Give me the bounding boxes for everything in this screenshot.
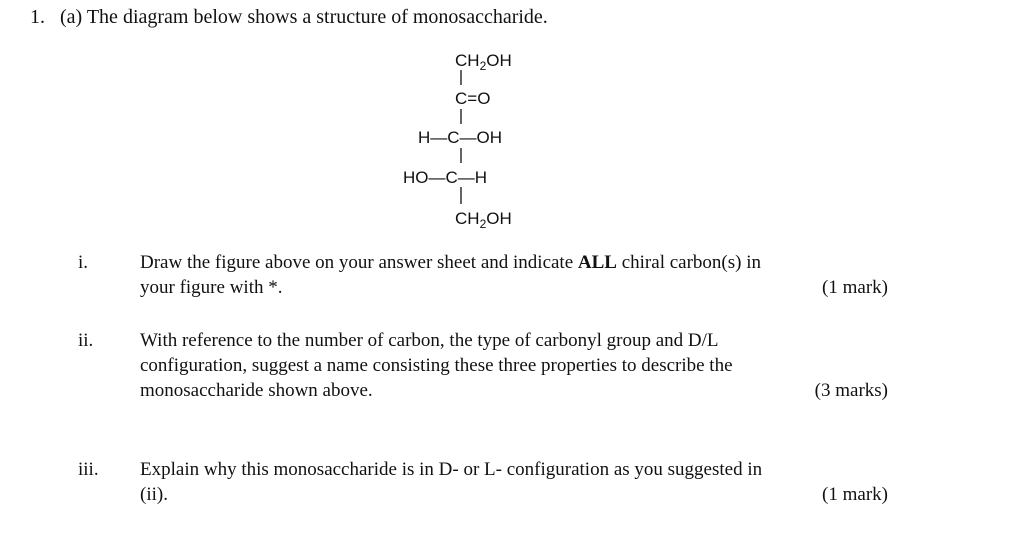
subquestion-text-line2: your figure with *. — [140, 277, 283, 298]
monosaccharide-structure — [380, 40, 560, 235]
roman-numeral: i. — [78, 252, 89, 273]
subquestion-text-line3: monosaccharide shown above. — [140, 380, 373, 401]
roman-numeral: iii. — [78, 459, 99, 480]
carbon4-row: HO—C—H — [403, 168, 488, 187]
marks-label: (1 mark) — [822, 277, 888, 298]
subquestion-text-line1: Explain why this monosaccharide is in D- or L- configuration as you suggested in — [140, 459, 763, 480]
marks-label: (3 marks) — [814, 380, 888, 401]
question-part: (a) — [60, 6, 83, 28]
subquestion-text-line2: configuration, suggest a name consisting these three properties to describe the — [140, 355, 733, 376]
subquestion-text-line1: With reference to the number of carbon, the type of carbonyl group and D/L — [140, 330, 719, 351]
question-header — [30, 6, 548, 29]
question-stem: The diagram below shows a structure of monosaccharide. — [86, 6, 548, 28]
marks-label: (1 mark) — [822, 484, 888, 505]
carbon3-row: H—C—OH — [418, 128, 503, 147]
subquestion-text-line2: (ii). — [140, 484, 168, 505]
carbon1-group: $CH_2OH$ — [455, 51, 512, 73]
emphasis: ALL — [577, 252, 617, 273]
question-number: 1. — [30, 6, 45, 28]
carbon2: C=O — [455, 89, 491, 108]
subquestion-text — [140, 250, 888, 275]
roman-numeral: ii. — [78, 330, 94, 351]
text-segment: chiral carbon(s) in — [616, 252, 761, 273]
text-segment: Draw the figure above on your answer sheet and indicate — [140, 252, 578, 273]
carbon5-group: $CH_2OH$ — [455, 209, 512, 231]
